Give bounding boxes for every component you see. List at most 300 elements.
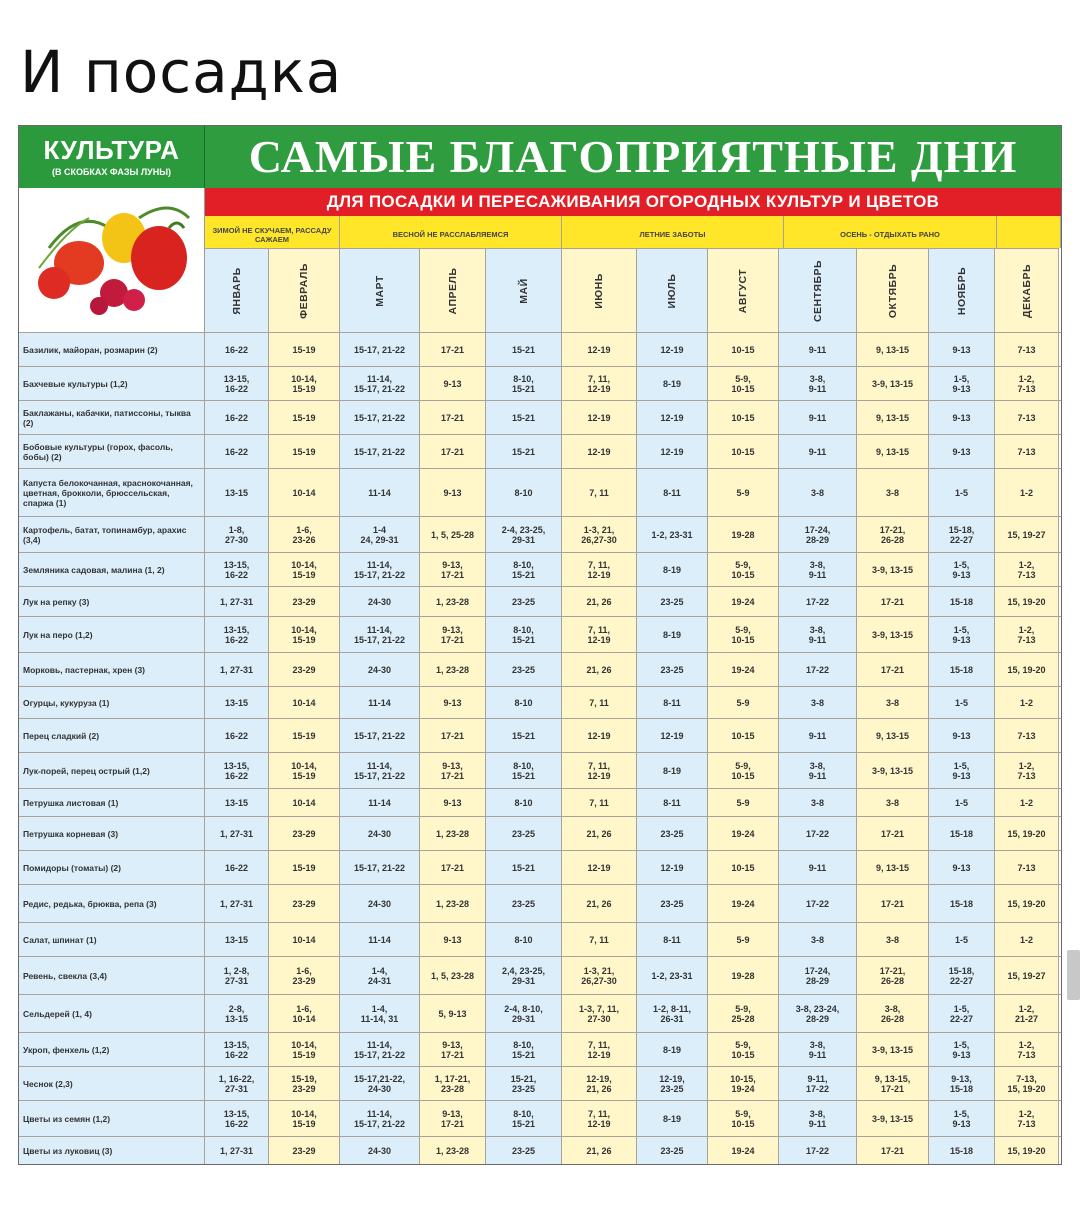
day-range-cell: 3-8, 9-11 xyxy=(779,753,857,788)
day-range-cell: 1-3, 7, 11, 27-30 xyxy=(562,995,637,1032)
day-range-cell: 5-9, 10-15 xyxy=(708,1033,779,1066)
day-range-cell: 1-5 xyxy=(929,923,995,956)
day-range-cell: 11-14 xyxy=(340,687,420,718)
crop-column-header xyxy=(19,126,205,188)
day-range-cell: 9-13 xyxy=(420,469,486,516)
day-range-cell: 7, 11, 12-19 xyxy=(562,1101,637,1136)
day-range-cell: 15-19 xyxy=(269,851,340,884)
day-range-cell: 15-21 xyxy=(486,851,562,884)
day-range-cell: 1-5 xyxy=(929,789,995,816)
day-range-cell: 10-14, 15-19 xyxy=(269,617,340,652)
table-row xyxy=(19,850,1061,884)
season-header-row xyxy=(205,216,1061,248)
day-range-cell: 13-15, 16-22 xyxy=(205,553,269,586)
crop-name: Лук на репку (3) xyxy=(19,587,205,616)
table-row xyxy=(19,816,1061,850)
day-range-cell: 3-8 xyxy=(779,923,857,956)
table-row xyxy=(19,686,1061,718)
day-range-cell: 7, 11, 12-19 xyxy=(562,553,637,586)
day-range-cell: 23-25 xyxy=(637,817,708,850)
day-range-cell: 23-25 xyxy=(486,885,562,922)
day-range-cell: 13-15 xyxy=(205,923,269,956)
month-label: АПРЕЛЬ xyxy=(446,267,459,314)
day-range-cell: 16-22 xyxy=(205,719,269,752)
day-range-cell: 10-14, 15-19 xyxy=(269,1033,340,1066)
day-range-cell: 24-30 xyxy=(340,653,420,686)
day-range-cell: 1, 27-31 xyxy=(205,1137,269,1164)
day-range-cell: 17-22 xyxy=(779,587,857,616)
crop-name: Петрушка корневая (3) xyxy=(19,817,205,850)
day-range-cell: 9-11 xyxy=(779,333,857,366)
month-label: АВГУСТ xyxy=(737,268,749,313)
day-range-cell: 15, 19-20 xyxy=(995,587,1059,616)
day-range-cell: 9-13 xyxy=(929,435,995,468)
season-autumn: ОСЕНЬ - ОТДЫХАТЬ РАНО xyxy=(784,216,997,248)
day-range-cell: 9-13, 17-21 xyxy=(420,1101,486,1136)
crop-name: Бахчевые культуры (1,2) xyxy=(19,367,205,400)
month-header xyxy=(340,248,420,332)
day-range-cell: 1-2, 21-27 xyxy=(995,995,1059,1032)
day-range-cell: 1-5, 9-13 xyxy=(929,367,995,400)
day-range-cell: 12-19 xyxy=(562,851,637,884)
day-range-cell: 23-29 xyxy=(269,1137,340,1164)
crop-name: Земляника садовая, малина (1, 2) xyxy=(19,553,205,586)
day-range-cell: 21, 26 xyxy=(562,885,637,922)
crop-name: Перец сладкий (2) xyxy=(19,719,205,752)
day-range-cell: 9-13 xyxy=(929,719,995,752)
day-range-cell: 15-21 xyxy=(486,719,562,752)
month-label: СЕНТЯБРЬ xyxy=(811,259,824,322)
day-range-cell: 13-15, 16-22 xyxy=(205,617,269,652)
day-range-cell: 10-15 xyxy=(708,401,779,434)
day-range-cell: 17-21 xyxy=(857,653,929,686)
vegetables-illustration xyxy=(19,188,205,332)
day-range-cell: 8-11 xyxy=(637,789,708,816)
day-range-cell: 15-21 xyxy=(486,333,562,366)
page-title: И посадка xyxy=(20,38,343,106)
day-range-cell: 17-21 xyxy=(857,885,929,922)
day-range-cell: 24-30 xyxy=(340,1137,420,1164)
month-header xyxy=(929,248,995,332)
day-range-cell: 10-14 xyxy=(269,923,340,956)
day-range-cell: 19-24 xyxy=(708,817,779,850)
day-range-cell: 12-19 xyxy=(562,719,637,752)
day-range-cell: 8-10, 15-21 xyxy=(486,617,562,652)
table-row xyxy=(19,652,1061,686)
day-range-cell: 1, 2-8, 27-31 xyxy=(205,957,269,994)
day-range-cell: 9, 13-15 xyxy=(857,435,929,468)
day-range-cell: 1, 17-21, 23-28 xyxy=(420,1067,486,1100)
crop-name: Редис, редька, брюква, репа (3) xyxy=(19,885,205,922)
day-range-cell: 8-19 xyxy=(637,1101,708,1136)
day-range-cell: 23-25 xyxy=(637,1137,708,1164)
day-range-cell: 15-18, 22-27 xyxy=(929,517,995,552)
day-range-cell: 1-3, 21, 26,27-30 xyxy=(562,517,637,552)
day-range-cell: 23-25 xyxy=(486,817,562,850)
day-range-cell: 17-22 xyxy=(779,1137,857,1164)
day-range-cell: 17-22 xyxy=(779,885,857,922)
month-label: ОКТЯБРЬ xyxy=(886,263,899,318)
crop-name: Чеснок (2,3) xyxy=(19,1067,205,1100)
day-range-cell: 5-9, 10-15 xyxy=(708,617,779,652)
day-range-cell: 5-9 xyxy=(708,923,779,956)
day-range-cell: 1, 27-31 xyxy=(205,817,269,850)
day-range-cell: 15-17, 21-22 xyxy=(340,851,420,884)
day-range-cell: 1-8, 27-30 xyxy=(205,517,269,552)
day-range-cell: 9, 13-15 xyxy=(857,719,929,752)
day-range-cell: 15-17, 21-22 xyxy=(340,435,420,468)
day-range-cell: 7, 11 xyxy=(562,923,637,956)
month-header xyxy=(420,248,486,332)
day-range-cell: 10-14, 15-19 xyxy=(269,753,340,788)
day-range-cell: 15-21 xyxy=(486,435,562,468)
day-range-cell: 17-21 xyxy=(857,1137,929,1164)
day-range-cell: 19-28 xyxy=(708,517,779,552)
day-range-cell: 17-21 xyxy=(420,435,486,468)
month-label: МАРТ xyxy=(373,274,386,307)
day-range-cell: 7-13 xyxy=(995,719,1059,752)
day-range-cell: 9, 13-15 xyxy=(857,851,929,884)
table-row xyxy=(19,956,1061,994)
day-range-cell: 15, 19-20 xyxy=(995,653,1059,686)
day-range-cell: 5-9 xyxy=(708,687,779,718)
day-range-cell: 2,4, 23-25, 29-31 xyxy=(486,957,562,994)
day-range-cell: 23-25 xyxy=(486,653,562,686)
table-row xyxy=(19,1066,1061,1100)
day-range-cell: 9-13 xyxy=(929,851,995,884)
day-range-cell: 1-2, 8-11, 26-31 xyxy=(637,995,708,1032)
day-range-cell: 15, 19-20 xyxy=(995,1137,1059,1164)
day-range-cell: 5-9, 10-15 xyxy=(708,1101,779,1136)
crop-name: Бобовые культуры (горох, фасоль, бобы) (2) xyxy=(19,435,205,468)
day-range-cell: 15-19 xyxy=(269,719,340,752)
day-range-cell: 15-18 xyxy=(929,885,995,922)
day-range-cell: 9-11 xyxy=(779,401,857,434)
day-range-cell: 8-10, 15-21 xyxy=(486,1033,562,1066)
day-range-cell: 23-29 xyxy=(269,817,340,850)
month-label: ИЮНЬ xyxy=(593,272,605,309)
day-range-cell: 1-6, 23-26 xyxy=(269,517,340,552)
table-row xyxy=(19,1136,1061,1164)
day-range-cell: 7-13 xyxy=(995,435,1059,468)
day-range-cell: 11-14, 15-17, 21-22 xyxy=(340,367,420,400)
crop-name: Цветы из луковиц (3) xyxy=(19,1137,205,1164)
day-range-cell: 17-21, 26-28 xyxy=(857,517,929,552)
day-range-cell: 1-2, 7-13 xyxy=(995,1101,1059,1136)
day-range-cell: 9-13 xyxy=(929,333,995,366)
day-range-cell: 8-10 xyxy=(486,923,562,956)
planting-calendar-poster xyxy=(18,125,1062,1165)
day-range-cell: 21, 26 xyxy=(562,587,637,616)
day-range-cell: 12-19 xyxy=(637,851,708,884)
day-range-cell: 3-9, 13-15 xyxy=(857,367,929,400)
day-range-cell: 19-24 xyxy=(708,1137,779,1164)
crop-name: Сельдерей (1, 4) xyxy=(19,995,205,1032)
table-row xyxy=(19,884,1061,922)
crop-name: Морковь, пастернак, хрен (3) xyxy=(19,653,205,686)
table-row xyxy=(19,434,1061,468)
day-range-cell: 9-11 xyxy=(779,435,857,468)
day-range-cell: 10-15 xyxy=(708,333,779,366)
table-row xyxy=(19,788,1061,816)
table-row xyxy=(19,586,1061,616)
day-range-cell: 7, 11, 12-19 xyxy=(562,367,637,400)
day-range-cell: 15, 19-20 xyxy=(995,885,1059,922)
day-range-cell: 9-11, 17-22 xyxy=(779,1067,857,1100)
day-range-cell: 1, 5, 23-28 xyxy=(420,957,486,994)
month-label: ЯНВАРЬ xyxy=(230,266,243,315)
day-range-cell: 15-19, 23-29 xyxy=(269,1067,340,1100)
day-range-cell: 11-14, 15-17, 21-22 xyxy=(340,617,420,652)
day-range-cell: 9-11 xyxy=(779,851,857,884)
day-range-cell: 23-25 xyxy=(637,587,708,616)
month-label: НОЯБРЬ xyxy=(955,266,968,315)
day-range-cell: 5-9, 10-15 xyxy=(708,367,779,400)
day-range-cell: 8-10 xyxy=(486,687,562,718)
day-range-cell: 5-9, 10-15 xyxy=(708,753,779,788)
day-range-cell: 1-2, 23-31 xyxy=(637,517,708,552)
day-range-cell: 9-13 xyxy=(420,367,486,400)
day-range-cell: 19-24 xyxy=(708,587,779,616)
day-range-cell: 10-14, 15-19 xyxy=(269,553,340,586)
day-range-cell: 3-8, 26-28 xyxy=(857,995,929,1032)
poster-subtitle: ДЛЯ ПОСАДКИ И ПЕРЕСАЖИВАНИЯ ОГОРОДНЫХ КУЛЬТУР И ЦВЕТОВ xyxy=(205,188,1061,216)
month-header xyxy=(995,248,1059,332)
day-range-cell: 8-10, 15-21 xyxy=(486,553,562,586)
day-range-cell: 1, 27-31 xyxy=(205,653,269,686)
day-range-cell: 3-9, 13-15 xyxy=(857,553,929,586)
day-range-cell: 17-22 xyxy=(779,817,857,850)
day-range-cell: 8-19 xyxy=(637,367,708,400)
month-header xyxy=(637,248,708,332)
day-range-cell: 15-21, 23-25 xyxy=(486,1067,562,1100)
table-row xyxy=(19,552,1061,586)
day-range-cell: 3-8 xyxy=(779,687,857,718)
day-range-cell: 8-19 xyxy=(637,553,708,586)
day-range-cell: 7, 11, 12-19 xyxy=(562,617,637,652)
day-range-cell: 1, 5, 25-28 xyxy=(420,517,486,552)
day-range-cell: 1-4, 24-31 xyxy=(340,957,420,994)
day-range-cell: 15-17, 21-22 xyxy=(340,333,420,366)
day-range-cell: 23-25 xyxy=(486,587,562,616)
day-range-cell: 1-5, 9-13 xyxy=(929,553,995,586)
day-range-cell: 3-8, 9-11 xyxy=(779,1033,857,1066)
day-range-cell: 23-29 xyxy=(269,653,340,686)
day-range-cell: 7-13, 15, 19-20 xyxy=(995,1067,1059,1100)
season-summer: ЛЕТНИЕ ЗАБОТЫ xyxy=(562,216,784,248)
day-range-cell: 5-9 xyxy=(708,789,779,816)
day-range-cell: 7-13 xyxy=(995,401,1059,434)
day-range-cell: 1-5, 22-27 xyxy=(929,995,995,1032)
day-range-cell: 7-13 xyxy=(995,333,1059,366)
day-range-cell: 16-22 xyxy=(205,851,269,884)
day-range-cell: 11-14, 15-17, 21-22 xyxy=(340,1101,420,1136)
day-range-cell: 8-11 xyxy=(637,687,708,718)
season-winter: ЗИМОЙ НЕ СКУЧАЕМ, РАССАДУ САЖАЕМ xyxy=(205,216,340,248)
month-label: ФЕВРАЛЬ xyxy=(298,262,310,319)
day-range-cell: 11-14 xyxy=(340,469,420,516)
day-range-cell: 7, 11 xyxy=(562,469,637,516)
day-range-cell: 17-21 xyxy=(857,587,929,616)
day-range-cell: 1-2, 7-13 xyxy=(995,617,1059,652)
day-range-cell: 19-24 xyxy=(708,885,779,922)
day-range-cell: 21, 26 xyxy=(562,653,637,686)
day-range-cell: 1-2 xyxy=(995,923,1059,956)
day-range-cell: 8-10, 15-21 xyxy=(486,367,562,400)
crop-name: Баклажаны, кабачки, патиссоны, тыква (2) xyxy=(19,401,205,434)
table-row xyxy=(19,616,1061,652)
day-range-cell: 15-17, 21-22 xyxy=(340,719,420,752)
day-range-cell: 3-8, 9-11 xyxy=(779,553,857,586)
day-range-cell: 1-2, 7-13 xyxy=(995,753,1059,788)
day-range-cell: 1, 16-22, 27-31 xyxy=(205,1067,269,1100)
day-range-cell: 2-4, 23-25, 29-31 xyxy=(486,517,562,552)
day-range-cell: 8-11 xyxy=(637,923,708,956)
day-range-cell: 1-4 24, 29-31 xyxy=(340,517,420,552)
day-range-cell: 1-2, 7-13 xyxy=(995,553,1059,586)
day-range-cell: 1-2, 23-31 xyxy=(637,957,708,994)
day-range-cell: 15-19 xyxy=(269,333,340,366)
day-range-cell: 10-15 xyxy=(708,719,779,752)
table-row xyxy=(19,1100,1061,1136)
day-range-cell: 16-22 xyxy=(205,435,269,468)
day-range-cell: 5-9 xyxy=(708,469,779,516)
day-range-cell: 3-8, 23-24, 28-29 xyxy=(779,995,857,1032)
day-range-cell: 8-10, 15-21 xyxy=(486,753,562,788)
month-header xyxy=(205,248,269,332)
day-range-cell: 15-18 xyxy=(929,1137,995,1164)
day-range-cell: 11-14 xyxy=(340,923,420,956)
day-range-cell: 1-2 xyxy=(995,687,1059,718)
day-range-cell: 17-21 xyxy=(420,719,486,752)
day-range-cell: 1-5, 9-13 xyxy=(929,753,995,788)
day-range-cell: 15, 19-27 xyxy=(995,957,1059,994)
day-range-cell: 12-19 xyxy=(637,435,708,468)
day-range-cell: 21, 26 xyxy=(562,817,637,850)
crop-name: Цветы из семян (1,2) xyxy=(19,1101,205,1136)
day-range-cell: 3-9, 13-15 xyxy=(857,617,929,652)
day-range-cell: 23-25 xyxy=(486,1137,562,1164)
day-range-cell: 15-19 xyxy=(269,435,340,468)
crop-name: Салат, шпинат (1) xyxy=(19,923,205,956)
day-range-cell: 17-24, 28-29 xyxy=(779,957,857,994)
day-range-cell: 13-15, 16-22 xyxy=(205,753,269,788)
day-range-cell: 16-22 xyxy=(205,401,269,434)
day-range-cell: 5-9, 25-28 xyxy=(708,995,779,1032)
day-range-cell: 15-17,21-22, 24-30 xyxy=(340,1067,420,1100)
day-range-cell: 3-8 xyxy=(857,789,929,816)
season-december xyxy=(997,216,1061,248)
day-range-cell: 9-11 xyxy=(779,719,857,752)
day-range-cell: 3-8 xyxy=(779,789,857,816)
day-range-cell: 1-2 xyxy=(995,469,1059,516)
month-header xyxy=(486,248,562,332)
month-label: МАЙ xyxy=(517,277,530,304)
crop-name: Петрушка листовая (1) xyxy=(19,789,205,816)
day-range-cell: 24-30 xyxy=(340,885,420,922)
day-range-cell: 9-13, 17-21 xyxy=(420,553,486,586)
month-header xyxy=(857,248,929,332)
table-row xyxy=(19,400,1061,434)
day-range-cell: 1, 23-28 xyxy=(420,817,486,850)
month-header xyxy=(562,248,637,332)
day-range-cell: 13-15 xyxy=(205,789,269,816)
day-range-cell: 8-11 xyxy=(637,469,708,516)
day-range-cell: 1-5 xyxy=(929,687,995,718)
scrollbar-thumb[interactable] xyxy=(1067,950,1080,1000)
day-range-cell: 1-5 xyxy=(929,469,995,516)
day-range-cell: 1, 27-31 xyxy=(205,587,269,616)
day-range-cell: 12-19, 23-25 xyxy=(637,1067,708,1100)
table-row xyxy=(19,752,1061,788)
day-range-cell: 7, 11 xyxy=(562,789,637,816)
day-range-cell: 5-9, 10-15 xyxy=(708,553,779,586)
crop-name: Лук на перо (1,2) xyxy=(19,617,205,652)
day-range-cell: 9, 13-15, 17-21 xyxy=(857,1067,929,1100)
day-range-cell: 10-14 xyxy=(269,687,340,718)
day-range-cell: 15, 19-20 xyxy=(995,817,1059,850)
crop-name: Ревень, свекла (3,4) xyxy=(19,957,205,994)
day-range-cell: 9-13 xyxy=(420,923,486,956)
poster-title: САМЫЕ БЛАГОПРИЯТНЫЕ ДНИ xyxy=(205,126,1061,188)
table-row xyxy=(19,366,1061,400)
day-range-cell: 13-15, 16-22 xyxy=(205,1033,269,1066)
vegetables-icon xyxy=(19,188,205,332)
day-range-cell: 13-15 xyxy=(205,469,269,516)
day-range-cell: 1-5, 9-13 xyxy=(929,1101,995,1136)
day-range-cell: 7, 11, 12-19 xyxy=(562,753,637,788)
day-range-cell: 2-8, 13-15 xyxy=(205,995,269,1032)
day-range-cell: 12-19 xyxy=(637,333,708,366)
day-range-cell: 11-14, 15-17, 21-22 xyxy=(340,1033,420,1066)
day-range-cell: 17-21 xyxy=(420,401,486,434)
day-range-cell: 2-4, 8-10, 29-31 xyxy=(486,995,562,1032)
day-range-cell: 8-10, 15-21 xyxy=(486,1101,562,1136)
day-range-cell: 17-24, 28-29 xyxy=(779,517,857,552)
day-range-cell: 9-13, 15-18 xyxy=(929,1067,995,1100)
table-row xyxy=(19,718,1061,752)
day-range-cell: 23-25 xyxy=(637,885,708,922)
day-range-cell: 8-19 xyxy=(637,1033,708,1066)
month-header xyxy=(269,248,340,332)
day-range-cell: 3-8 xyxy=(857,469,929,516)
day-range-cell: 1, 23-28 xyxy=(420,885,486,922)
day-range-cell: 1-3, 21, 26,27-30 xyxy=(562,957,637,994)
day-range-cell: 12-19 xyxy=(562,401,637,434)
day-range-cell: 9-13, 17-21 xyxy=(420,1033,486,1066)
day-range-cell: 3-8, 9-11 xyxy=(779,1101,857,1136)
day-range-cell: 1-5, 9-13 xyxy=(929,1033,995,1066)
day-range-cell: 11-14, 15-17, 21-22 xyxy=(340,553,420,586)
crop-name: Капуста белокочанная, краснокочанная, цветная, брокколи, брюссельская, спаржа (1) xyxy=(19,469,205,516)
day-range-cell: 15-21 xyxy=(486,401,562,434)
day-range-cell: 15-17, 21-22 xyxy=(340,401,420,434)
month-header xyxy=(708,248,779,332)
day-range-cell: 9-13 xyxy=(929,401,995,434)
day-range-cell: 1, 27-31 xyxy=(205,885,269,922)
day-range-cell: 12-19, 21, 26 xyxy=(562,1067,637,1100)
day-range-cell: 3-8 xyxy=(857,923,929,956)
crop-name: Огурцы, кукуруза (1) xyxy=(19,687,205,718)
day-range-cell: 21, 26 xyxy=(562,1137,637,1164)
day-range-cell: 7-13 xyxy=(995,851,1059,884)
day-range-cell: 3-9, 13-15 xyxy=(857,1101,929,1136)
day-range-cell: 12-19 xyxy=(637,719,708,752)
day-range-cell: 3-8, 9-11 xyxy=(779,367,857,400)
day-range-cell: 10-14 xyxy=(269,469,340,516)
day-range-cell: 24-30 xyxy=(340,587,420,616)
day-range-cell: 17-21, 26-28 xyxy=(857,957,929,994)
